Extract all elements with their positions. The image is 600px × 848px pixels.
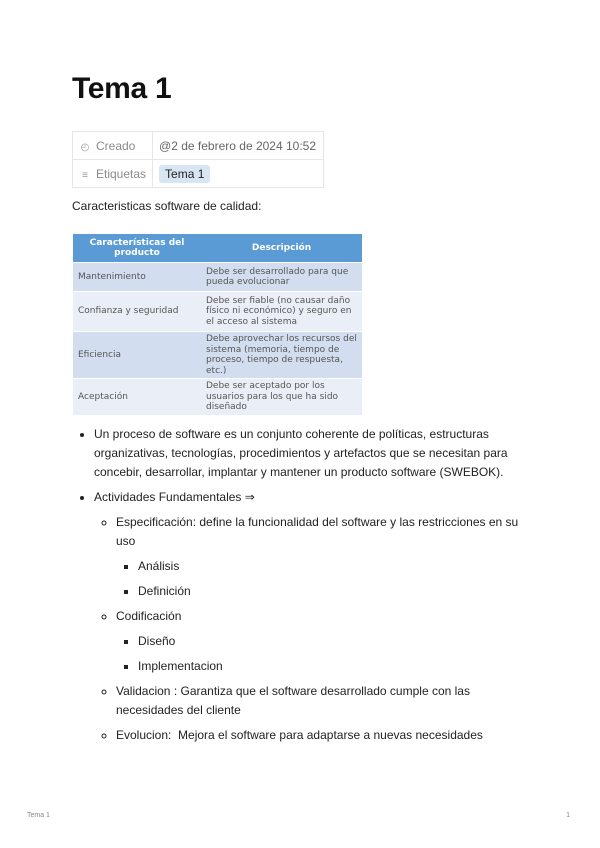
image-table-row (73, 292, 362, 332)
content-list (72, 425, 532, 751)
clock-icon: ◴ (80, 141, 90, 153)
description-cell: Debe ser aceptado por los usuarios para los que ha sido diseñado (201, 379, 362, 415)
tags-value (153, 160, 324, 188)
footer-title: Tema 1 (27, 812, 50, 819)
cod-sublist (116, 632, 532, 676)
list-item (116, 607, 532, 676)
image-table-row (73, 332, 362, 379)
list-item-label: Actividades Fundamentales ⇒ (94, 490, 255, 504)
list-item (116, 513, 532, 601)
header-description: Descripción (201, 234, 362, 263)
page-title: Tema 1 (72, 72, 172, 105)
property-row-created (73, 132, 324, 160)
intro-text: Caracteristicas software de calidad: (72, 199, 262, 213)
list-item: ◦ Evolucion: Mejora el software para adaptarse a nuevas necesidades (116, 726, 532, 745)
header-features: Características del producto (73, 234, 201, 263)
property-label: Etiquetas (96, 166, 147, 181)
activities-list (94, 513, 532, 745)
properties-table (72, 131, 324, 188)
property-key (73, 160, 153, 188)
image-table-row (73, 263, 362, 292)
list-item (94, 488, 532, 745)
created-date-value[interactable]: @2 de febrero de 2024 10:52 (153, 132, 324, 160)
feature-cell: Confianza y seguridad (73, 292, 201, 332)
list-item: • Un proceso de software es un conjunto coherente de políticas, estructuras organizativas, tecnologías, procedimientos y artefactos que se necesitan para concebir, desarrollar, implantar y mantener un producto software (SWEBOK). (94, 425, 532, 482)
description-cell: Debe ser desarrollado para que pueda evolucionar (201, 263, 362, 292)
bullet-list (72, 425, 532, 745)
image-table-row (73, 379, 362, 415)
feature-cell: Mantenimiento (73, 263, 201, 292)
description-cell: Debe aprovechar los recursos del sistema (memoria, tiempo de proceso, tiempo de respuesta, etc.) (201, 332, 362, 379)
list-item-label: Especificación: define la funcionalidad del software y las restricciones en su uso (116, 515, 519, 548)
image-table-header (73, 234, 362, 263)
list-item: ◦ Validacion : Garantiza que el software desarrollado cumple con las necesidades del cliente (116, 682, 532, 720)
property-key (73, 132, 153, 160)
list-item: ▪ Diseño (138, 632, 532, 651)
list-item: ▪ Definición (138, 582, 532, 601)
feature-cell: Eficiencia (73, 332, 201, 379)
list-item: ▪ Implementacion (138, 657, 532, 676)
description-cell: Debe ser fiable (no causar daño físico ni económico) y seguro en el acceso al sistema (201, 292, 362, 332)
tag-badge[interactable]: Tema 1 (159, 165, 210, 183)
footer-page-number: 1 (566, 812, 570, 819)
list-item-label: Codificación (116, 609, 182, 623)
spec-sublist (116, 557, 532, 601)
property-row-tags (73, 160, 324, 188)
list-icon: ≡ (82, 169, 88, 181)
property-label: Creado (96, 138, 136, 153)
quality-characteristics-image (73, 234, 362, 415)
feature-cell: Aceptación (73, 379, 201, 415)
list-item: ▪ Análisis (138, 557, 532, 576)
